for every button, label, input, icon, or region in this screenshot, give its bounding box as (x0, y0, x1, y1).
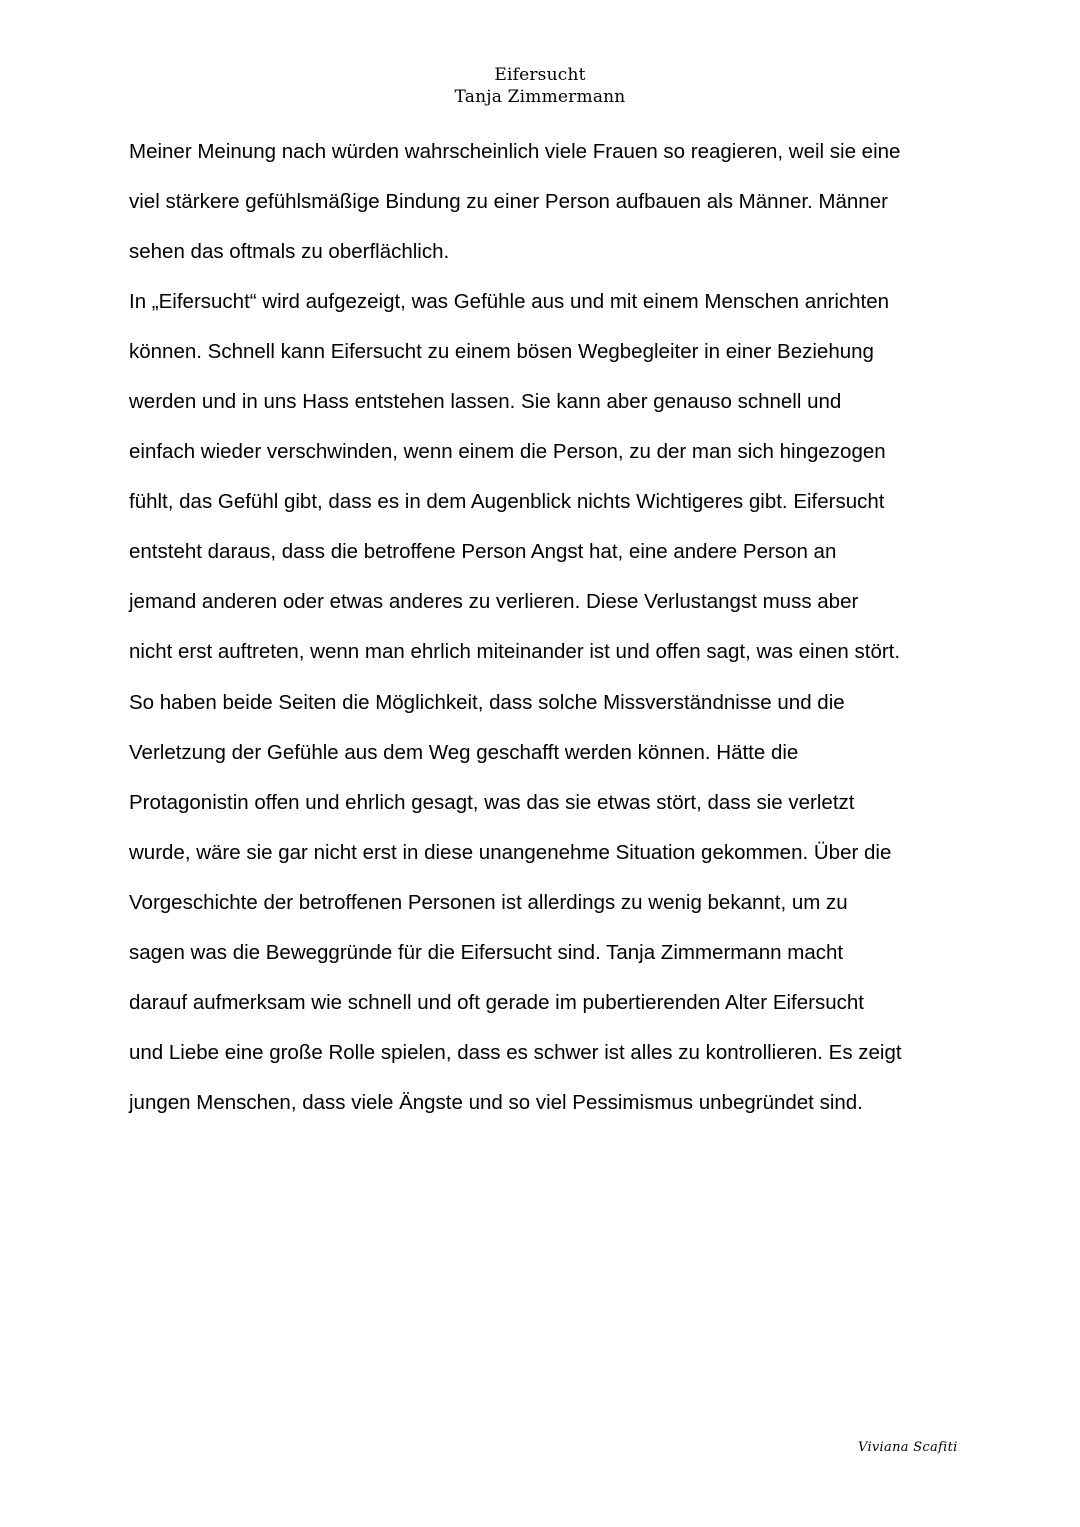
document-title: Eifersucht (494, 65, 586, 85)
text-line: Vorgeschichte der betroffenen Personen ist allerdings zu wenig bekannt, um zu (129, 890, 848, 914)
text-line: wurde, wäre sie gar nicht erst in diese unangenehme Situation gekommen. Über die (129, 840, 892, 864)
text-line: viel stärkere gefühlsmäßige Bindung zu einer Person aufbauen als Männer. Männer (129, 190, 888, 214)
text-line: nicht erst auftreten, wenn man ehrlich miteinander ist und offen sagt, was einen stört. (129, 640, 901, 664)
text-line: sehen das oftmals zu oberflächlich. (129, 240, 450, 264)
text-line: und Liebe eine große Rolle spielen, dass es schwer ist alles zu kontrollieren. Es zeigt (129, 1040, 902, 1064)
text-line: sagen was die Beweggründe für die Eifersucht sind. Tanja Zimmermann macht (129, 940, 844, 964)
document-author: Tanja Zimmermann (454, 87, 626, 107)
text-line: Protagonistin offen und ehrlich gesagt, was das sie etwas stört, dass sie verletzt (129, 790, 855, 814)
text-line: So haben beide Seiten die Möglichkeit, dass solche Missverständnisse und die (129, 690, 845, 714)
text-line: Meiner Meinung nach würden wahrscheinlich viele Frauen so reagieren, weil sie eine (129, 140, 901, 163)
text-line: werden und in uns Hass entstehen lassen. Sie kann aber genauso schnell und (129, 390, 842, 414)
document-header (0, 64, 1080, 108)
text-line: darauf aufmerksam wie schnell und oft gerade im pubertierenden Alter Eifersucht (129, 990, 864, 1014)
text-line: können. Schnell kann Eifersucht zu einem bösen Wegbegleiter in einer Beziehung (129, 340, 874, 364)
text-line: entsteht daraus, dass die betroffene Person Angst hat, eine andere Person an (129, 540, 837, 564)
text-line: fühlt, das Gefühl gibt, dass es in dem Augenblick nichts Wichtigeres gibt. Eifersucht (129, 490, 885, 514)
text-line: jemand anderen oder etwas anderes zu verlieren. Diese Verlustangst muss aber (129, 590, 859, 614)
text-line: einfach wieder verschwinden, wenn einem die Person, zu der man sich hingezogen (129, 440, 886, 464)
text-line: jungen Menschen, dass viele Ängste und so viel Pessimismus unbegründet sind. (129, 1090, 863, 1114)
text-line: Verletzung der Gefühle aus dem Weg geschafft werden können. Hätte die (129, 740, 799, 764)
body-text (129, 127, 989, 1128)
author-signature: Viviana Scafiti (858, 1440, 958, 1455)
text-line: In „Eifersucht“ wird aufgezeigt, was Gefühle aus und mit einem Menschen anrichten (129, 290, 890, 314)
